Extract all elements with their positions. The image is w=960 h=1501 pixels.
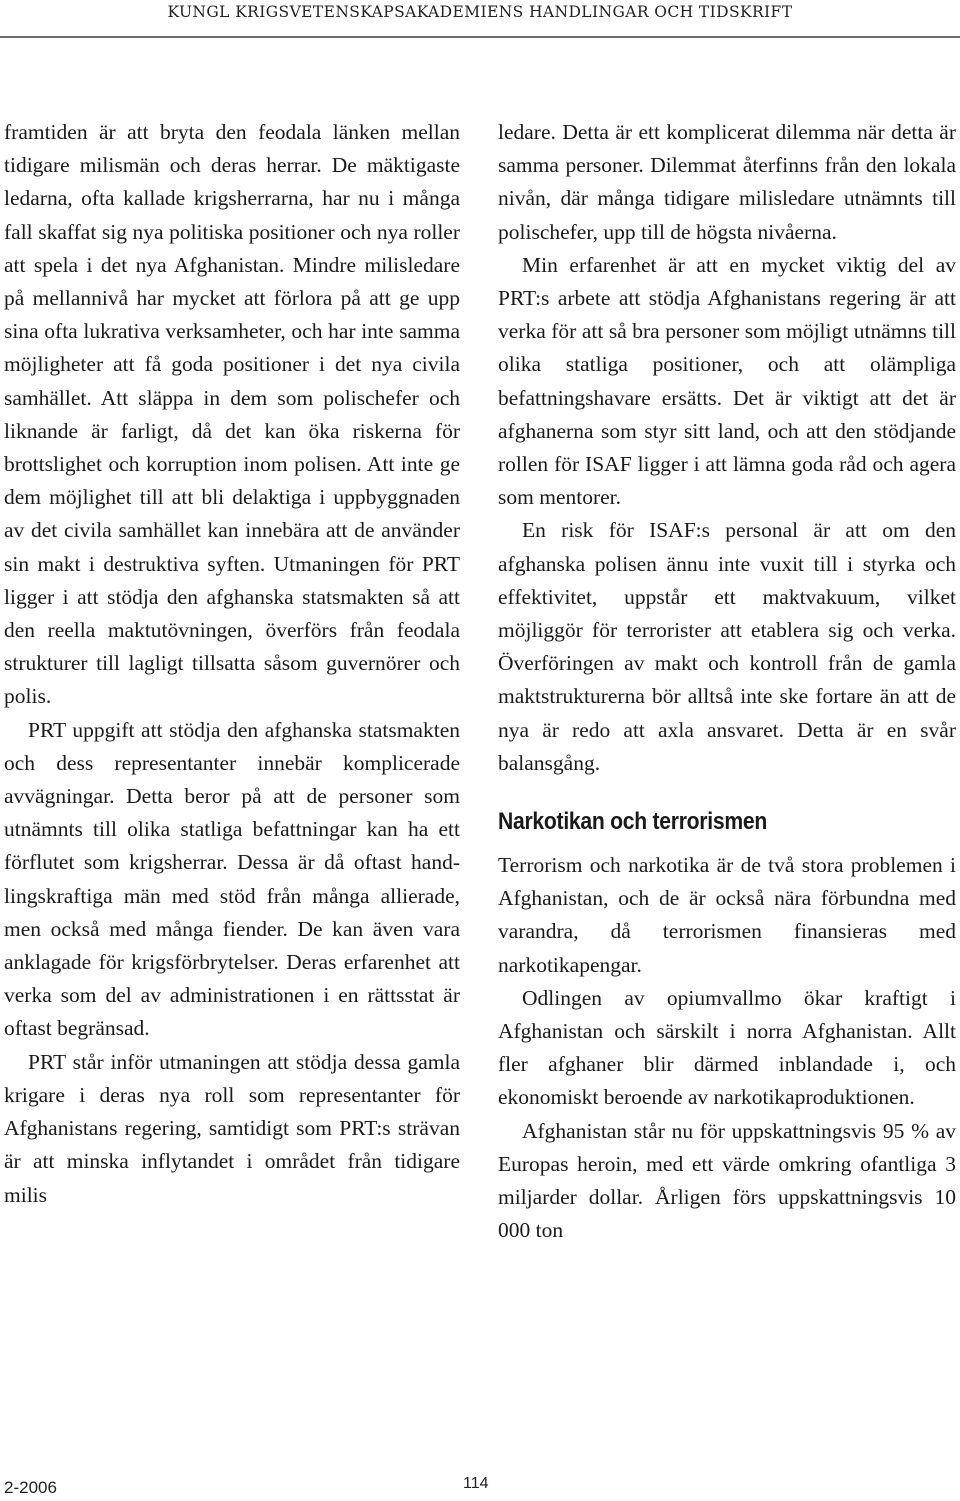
running-header xyxy=(0,0,960,36)
issue-label: 2-2006 xyxy=(4,1478,57,1497)
page-number: 114 xyxy=(463,1475,489,1492)
body-paragraph: Min erfarenhet är att en mycket viktig del av PRT:s arbete att stödja Afghanistans regering är att verka för att så bra personer som möjligt utnämns till olika statliga positioner, och att olämpliga befattningshavare ersätts. Det är viktigt att det är afghanerna som styr sitt land, och att den stödjande rollen för ISAF ligger i att lämna goda råd och agera som mentorer. xyxy=(498,252,956,510)
right-column xyxy=(498,116,956,1248)
header-rule xyxy=(0,36,960,38)
body-paragraph: ledare. Detta är ett komplicerat dilemma när detta är samma personer. Dilemmat återfinns från den lokala nivån, där många tidigare milisledare utnämnts till polischefer, upp till de högsta nivåerna. xyxy=(498,120,956,244)
left-column xyxy=(4,116,460,1212)
body-paragraph: PRT står inför utmaningen att stödja dessa gamla krigare i deras nya roll som representanter för Afghanistans regering, samtidigt som PRT:s strävan är att minska inflytandet i området från tidigare milis xyxy=(4,1049,460,1207)
section-heading: Narkotikan och terrorismen xyxy=(498,808,767,836)
body-paragraph: En risk för ISAF:s personal är att om den afghanska polisen ännu inte vuxit till i styrka och effektivitet, uppstår ett maktvakuum, vilket möjliggör för terrorister att etablera sig och verka. Överföringen av makt och kontroll från de gamla maktstrukturerna bör alltså inte ske fortare än att de nya är redo att axla ansvaret. Detta är en svår balansgång. xyxy=(498,518,956,775)
body-paragraph: framtiden är att bryta den feodala länken mellan tidigare milismän och deras herrar. De mäktigaste ledarna, ofta kallade krigsherrarna, har nu i många fall skaffat sig nya politiska positioner och nya roller att spela i det nya Afghanistan. Mindre milisledare på mellannivå har mycket att förlora på att ge upp sina ofta lukrativa verksamheter, och har inte samma möjligheter att få goda positioner i det nya civila samhället. Att släppa in dem som polischefer och liknande är farligt, då det kan öka riskerna för brottslighet och korruption inom polisen. Att inte ge dem möjlighet till att bli delaktiga i uppbyggnaden av det civila samhället kan innebära att de använder sin makt i destruktiva syften. Utmaningen för PRT ligger i att stödja den afghanska statsmakten så att den reella maktutövningen, överförs från feodala strukturer till lagligt tillsatta såsom guvernörer och polis. xyxy=(4,120,460,709)
body-paragraph: Afghanistan står nu för uppskattningsvis 95 % av Europas heroin, med ett värde omkring ofantliga 3 miljarder dollar. Årligen förs uppskattningsvis 10 000 ton xyxy=(498,1118,956,1243)
body-paragraph: Odlingen av opiumvallmo ökar kraftigt i Afghanistan och särskilt i norra Afghanistan. Allt fler afghaner blir därmed inblandade i, och ekonomiskt beroende av narkotikaproduktionen. xyxy=(498,985,956,1110)
journal-title: KUNGL KRIGSVETENSKAPSAKADEMIENS HANDLINGAR OCH TIDSKRIFT xyxy=(167,3,793,21)
body-paragraph: PRT uppgift att stödja den afghanska statsmakten och dess representanter innebär komplicerade avvägningar. Detta beror på att de personer som utnämnts till olika statliga befattningar kan ha ett förflutet som krigsherrar. Dessa är då oftast handlingskraftiga män med stöd från många allierade, men också med många fiender. De kan även vara anklagade för krigsförbrytelser. Deras erfarenhet att verka som del av administrationen i en rättsstat är oftast begränsad. xyxy=(4,717,460,1041)
body-paragraph: Terrorism och narkotika är de två stora problemen i Afghanistan, och de är också nära förbundna med varandra, då terrorismen finansieras med narkotikapengar. xyxy=(498,853,956,977)
